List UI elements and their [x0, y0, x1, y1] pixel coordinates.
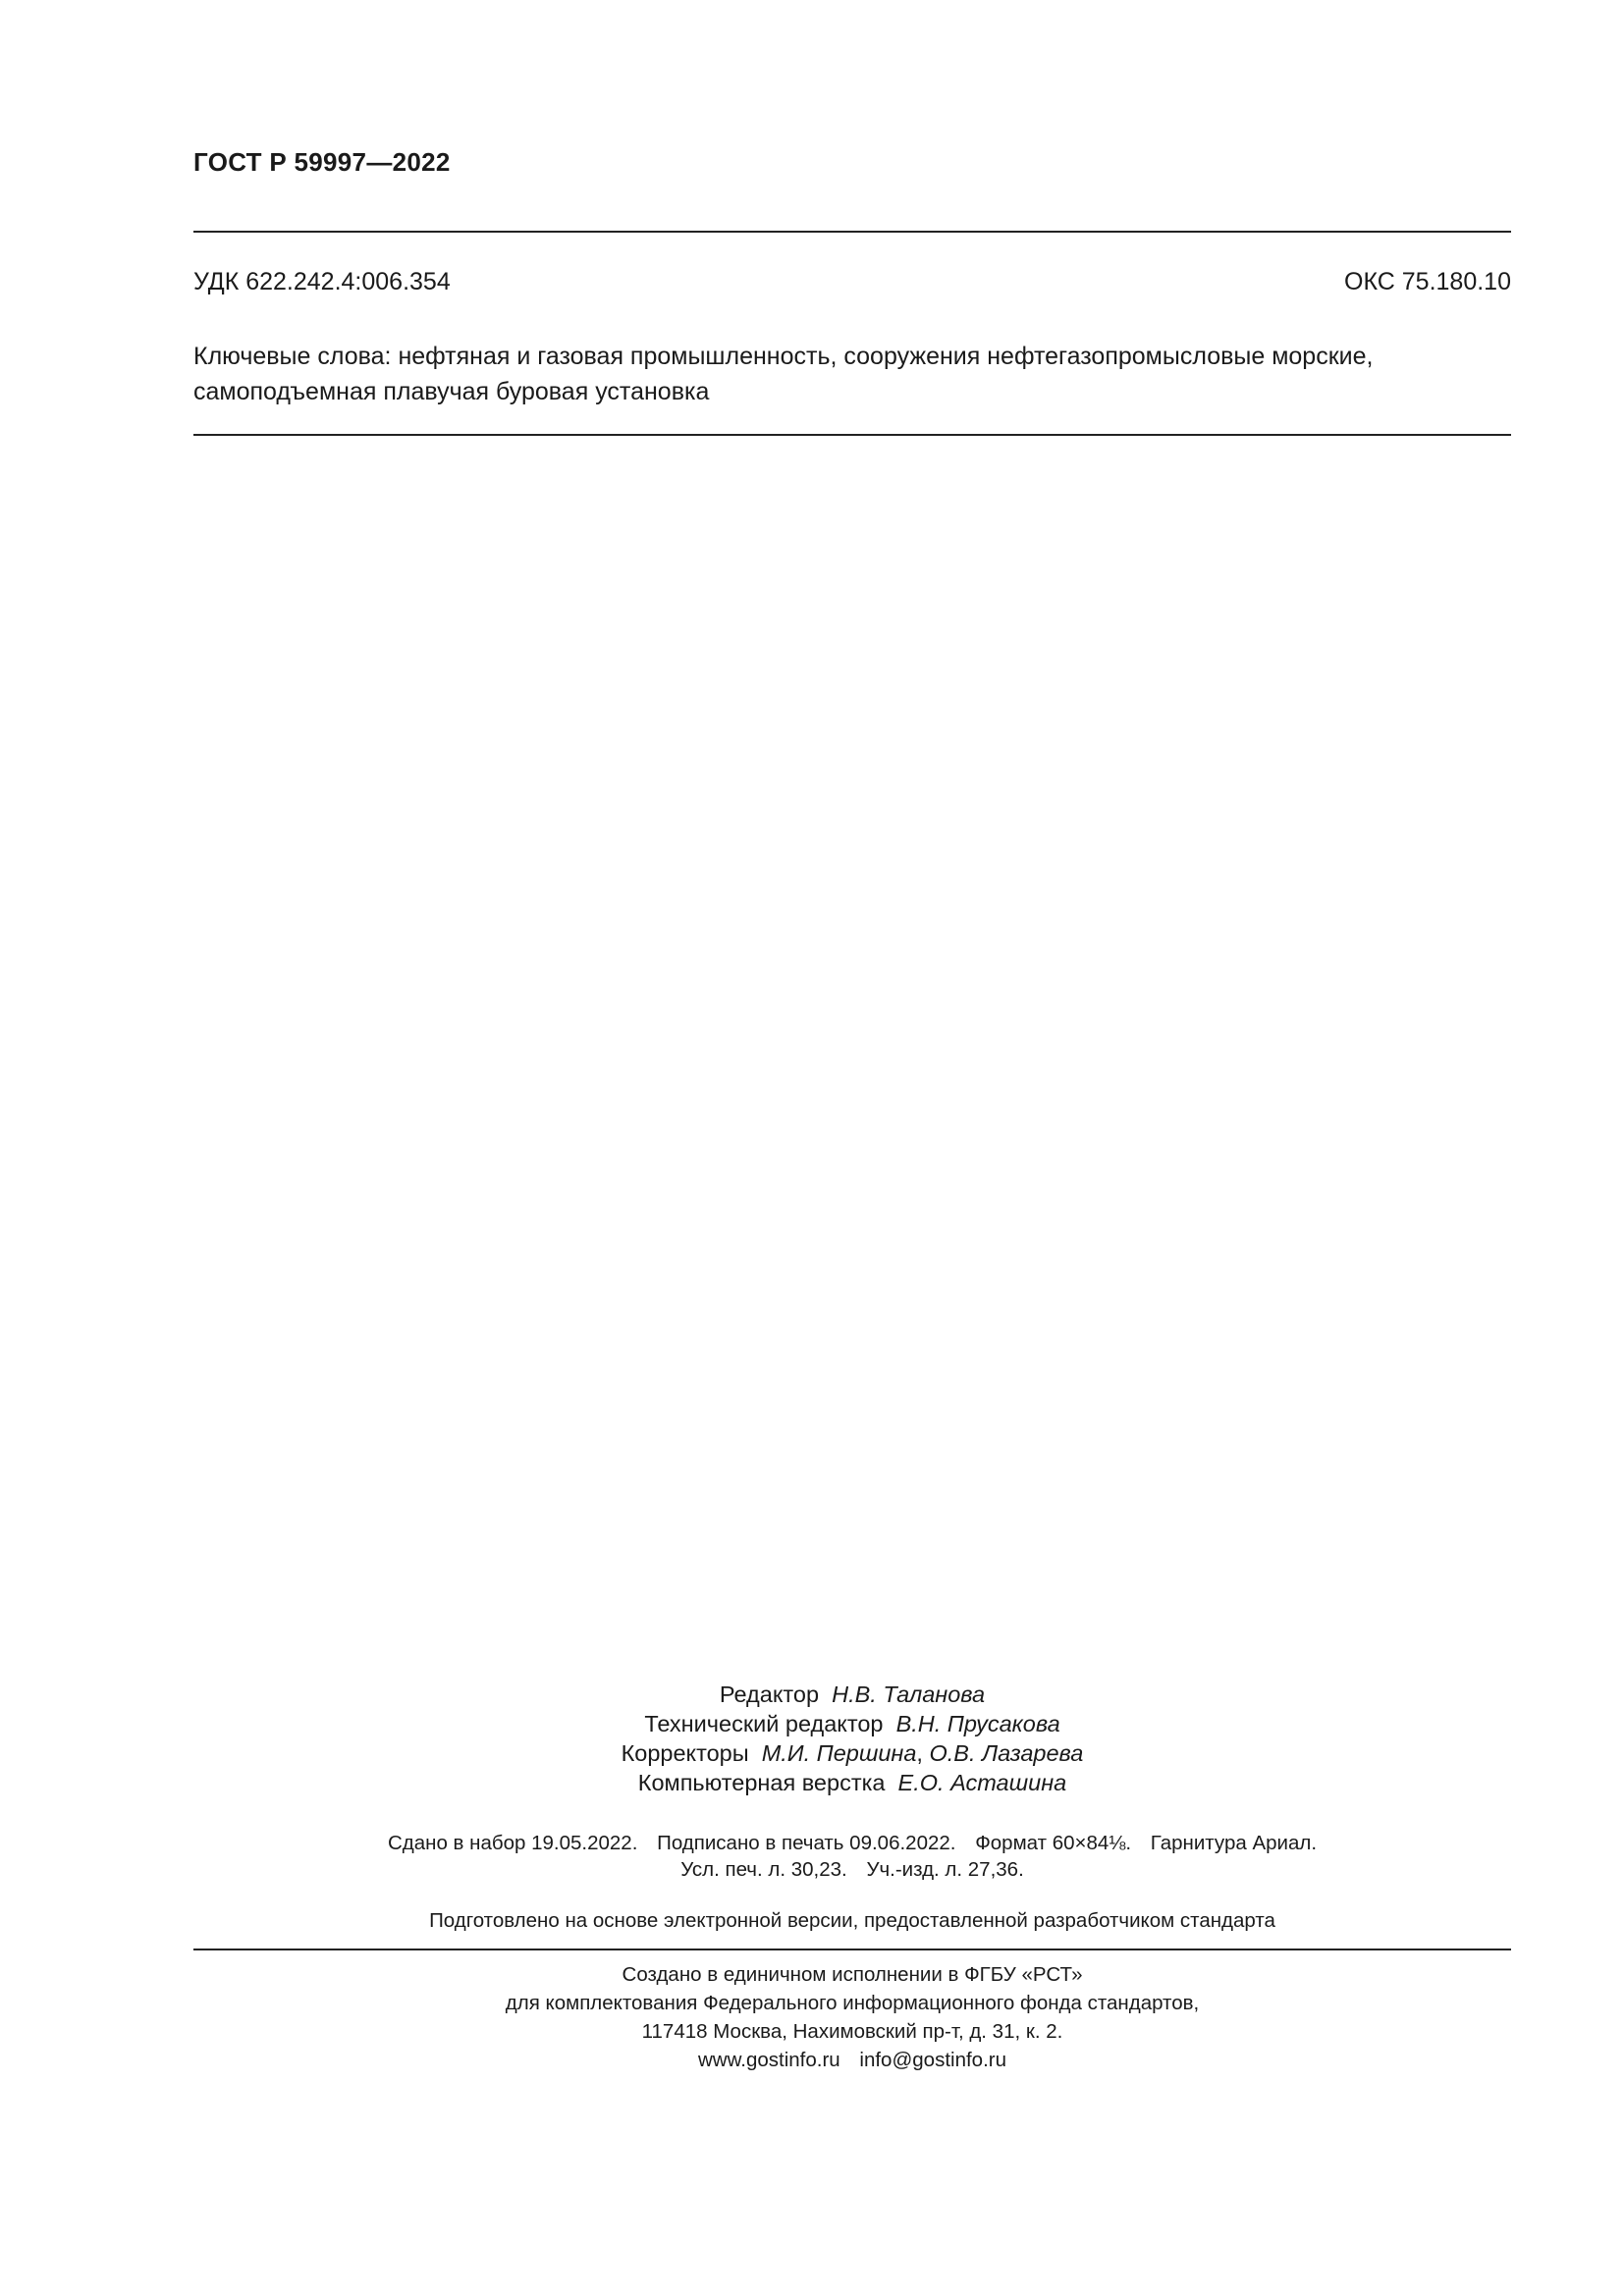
- keywords-block: [193, 339, 1514, 409]
- print-sheets: Усл. печ. л. 30,23.: [680, 1858, 847, 1881]
- document-code: ГОСТ Р 59997—2022: [193, 147, 451, 177]
- keywords-line-1: Ключевые слова: нефтяная и газовая промышленность, сооружения нефтегазопромысловые морские,: [193, 343, 1374, 370]
- editor-label: Редактор: [719, 1682, 820, 1707]
- typeset-date: Сдано в набор 19.05.2022.: [387, 1832, 638, 1854]
- tech-editor-label: Технический редактор: [644, 1711, 884, 1736]
- corrector-separator: ,: [916, 1740, 923, 1766]
- editor-name: Н.В. Таланова: [832, 1682, 986, 1707]
- editor-line: [193, 1680, 1511, 1709]
- publisher-line-1: Создано в единичном исполнении в ФГБУ «РСТ»: [622, 1963, 1083, 1986]
- oks-code: ОКС 75.180.10: [1344, 268, 1511, 295]
- publisher-line-2: для комплектования Федерального информационного фонда стандартов,: [505, 1992, 1200, 2014]
- typeface: Гарнитура Ариал.: [1150, 1832, 1318, 1854]
- layout-name: Е.О. Асташина: [897, 1770, 1067, 1795]
- print-info-line-1: [193, 1830, 1511, 1856]
- credits-block: [193, 1680, 1511, 1797]
- layout-line: [193, 1768, 1511, 1797]
- website-link[interactable]: www.gostinfo.ru: [698, 2049, 840, 2071]
- print-info-block: [193, 1830, 1511, 1883]
- udk-code: УДК 622.242.4:006.354: [193, 268, 451, 295]
- email-link[interactable]: info@gostinfo.ru: [859, 2049, 1006, 2071]
- signed-date: Подписано в печать 09.06.2022.: [657, 1832, 956, 1854]
- keywords-line-2: самоподъемная плавучая буровая установка: [193, 378, 710, 405]
- publisher-contacts: [193, 2046, 1511, 2074]
- tech-editor-line: [193, 1709, 1511, 1738]
- correctors-label: Корректоры: [621, 1740, 749, 1766]
- top-divider: [193, 231, 1511, 233]
- keywords-divider: [193, 434, 1511, 436]
- paper-format: Формат 60×84⅛.: [975, 1832, 1132, 1854]
- tech-editor-name: В.Н. Прусакова: [895, 1711, 1060, 1736]
- print-info-line-2: [193, 1856, 1511, 1883]
- footer-divider: [193, 1949, 1511, 1950]
- correctors-line: [193, 1738, 1511, 1768]
- publisher-block: [193, 1960, 1511, 2074]
- prepared-note: Подготовлено на основе электронной версии, предоставленной разработчиком стандарта: [429, 1909, 1275, 1932]
- corrector-2-name: О.В. Лазарева: [929, 1740, 1084, 1766]
- publisher-address: 117418 Москва, Нахимовский пр-т, д. 31, к. 2.: [641, 2020, 1063, 2043]
- corrector-1-name: М.И. Першина: [761, 1740, 917, 1766]
- publisher-sheets: Уч.-изд. л. 27,36.: [866, 1858, 1024, 1881]
- layout-label: Компьютерная верстка: [637, 1770, 886, 1795]
